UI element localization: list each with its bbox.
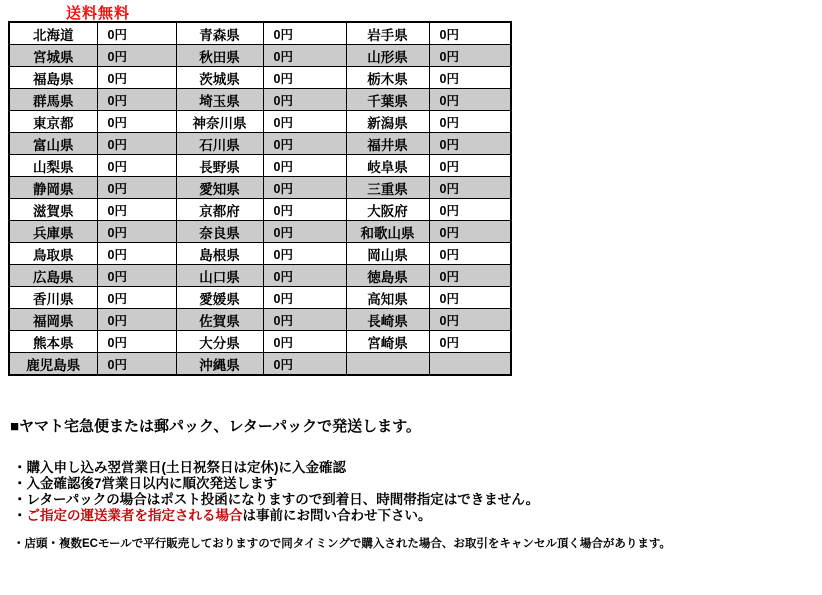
prefecture-cell: 福島県 bbox=[9, 67, 97, 89]
table-row bbox=[9, 243, 511, 265]
table-row bbox=[9, 199, 511, 221]
shipping-method-heading: ■ヤマト宅急便または郵パック、レターパックで発送します。 bbox=[10, 418, 421, 435]
fee-cell: 0円 bbox=[97, 67, 176, 89]
fee-cell: 0円 bbox=[429, 155, 511, 177]
note-text: ・購入申し込み翌営業日(土日祝祭日は定休)に入金確認 bbox=[13, 460, 346, 475]
prefecture-cell: 鹿児島県 bbox=[9, 353, 97, 376]
prefecture-cell: 佐賀県 bbox=[176, 309, 263, 331]
prefecture-cell: 京都府 bbox=[176, 199, 263, 221]
note-text: ・ bbox=[13, 508, 27, 523]
prefecture-cell: 山形県 bbox=[346, 45, 429, 67]
free-shipping-label: 送料無料 bbox=[66, 5, 131, 22]
note-line bbox=[13, 508, 539, 524]
fee-cell: 0円 bbox=[97, 265, 176, 287]
table-row bbox=[9, 111, 511, 133]
prefecture-cell bbox=[346, 353, 429, 376]
fee-cell: 0円 bbox=[429, 265, 511, 287]
note-text: ・入金確認後7営業日以内に順次発送します bbox=[13, 476, 278, 491]
note-highlight: ご指定の運送業者を指定される場合 bbox=[26, 508, 243, 523]
fee-cell: 0円 bbox=[263, 199, 346, 221]
table-row bbox=[9, 177, 511, 199]
fee-cell: 0円 bbox=[97, 111, 176, 133]
fee-cell: 0円 bbox=[97, 89, 176, 111]
table-row bbox=[9, 221, 511, 243]
note-line bbox=[13, 476, 539, 492]
prefecture-cell: 島根県 bbox=[176, 243, 263, 265]
prefecture-cell: 福岡県 bbox=[9, 309, 97, 331]
prefecture-cell: 山梨県 bbox=[9, 155, 97, 177]
table-row bbox=[9, 353, 511, 376]
fee-cell: 0円 bbox=[263, 89, 346, 111]
prefecture-cell: 北海道 bbox=[9, 22, 97, 45]
prefecture-cell: 長野県 bbox=[176, 155, 263, 177]
fee-cell bbox=[429, 353, 511, 376]
prefecture-cell: 宮城県 bbox=[9, 45, 97, 67]
prefecture-cell: 静岡県 bbox=[9, 177, 97, 199]
notes-list bbox=[13, 460, 539, 524]
fee-cell: 0円 bbox=[97, 243, 176, 265]
shipping-fee-table bbox=[8, 21, 512, 376]
fee-cell: 0円 bbox=[263, 133, 346, 155]
fee-cell: 0円 bbox=[97, 133, 176, 155]
prefecture-cell: 新潟県 bbox=[346, 111, 429, 133]
prefecture-cell: 岡山県 bbox=[346, 243, 429, 265]
prefecture-cell: 徳島県 bbox=[346, 265, 429, 287]
fee-cell: 0円 bbox=[263, 309, 346, 331]
fee-cell: 0円 bbox=[263, 331, 346, 353]
fee-cell: 0円 bbox=[263, 287, 346, 309]
fee-cell: 0円 bbox=[429, 199, 511, 221]
fee-cell: 0円 bbox=[263, 45, 346, 67]
prefecture-cell: 東京都 bbox=[9, 111, 97, 133]
fee-cell: 0円 bbox=[97, 155, 176, 177]
prefecture-cell: 群馬県 bbox=[9, 89, 97, 111]
prefecture-cell: 宮崎県 bbox=[346, 331, 429, 353]
fee-cell: 0円 bbox=[263, 243, 346, 265]
prefecture-cell: 青森県 bbox=[176, 22, 263, 45]
prefecture-cell: 栃木県 bbox=[346, 67, 429, 89]
table-row bbox=[9, 89, 511, 111]
fee-cell: 0円 bbox=[97, 45, 176, 67]
fee-cell: 0円 bbox=[429, 45, 511, 67]
fee-cell: 0円 bbox=[429, 67, 511, 89]
fee-cell: 0円 bbox=[429, 243, 511, 265]
fee-cell: 0円 bbox=[429, 177, 511, 199]
table-row bbox=[9, 331, 511, 353]
prefecture-cell: 富山県 bbox=[9, 133, 97, 155]
prefecture-cell: 福井県 bbox=[346, 133, 429, 155]
fee-cell: 0円 bbox=[263, 22, 346, 45]
fee-cell: 0円 bbox=[429, 331, 511, 353]
table-row bbox=[9, 67, 511, 89]
prefecture-cell: 兵庫県 bbox=[9, 221, 97, 243]
fee-cell: 0円 bbox=[263, 155, 346, 177]
fee-cell: 0円 bbox=[429, 287, 511, 309]
fee-cell: 0円 bbox=[97, 287, 176, 309]
fee-cell: 0円 bbox=[97, 199, 176, 221]
fee-cell: 0円 bbox=[429, 133, 511, 155]
prefecture-cell: 愛知県 bbox=[176, 177, 263, 199]
prefecture-cell: 鳥取県 bbox=[9, 243, 97, 265]
fee-cell: 0円 bbox=[97, 353, 176, 376]
fee-cell: 0円 bbox=[429, 111, 511, 133]
prefecture-cell: 秋田県 bbox=[176, 45, 263, 67]
fee-cell: 0円 bbox=[97, 331, 176, 353]
table-row bbox=[9, 133, 511, 155]
prefecture-cell: 神奈川県 bbox=[176, 111, 263, 133]
prefecture-cell: 沖縄県 bbox=[176, 353, 263, 376]
prefecture-cell: 熊本県 bbox=[9, 331, 97, 353]
table-row bbox=[9, 287, 511, 309]
fee-cell: 0円 bbox=[429, 309, 511, 331]
fee-cell: 0円 bbox=[263, 265, 346, 287]
fee-cell: 0円 bbox=[263, 67, 346, 89]
fee-cell: 0円 bbox=[429, 221, 511, 243]
prefecture-cell: 三重県 bbox=[346, 177, 429, 199]
note-line bbox=[13, 492, 539, 508]
prefecture-cell: 和歌山県 bbox=[346, 221, 429, 243]
table-row bbox=[9, 155, 511, 177]
prefecture-cell: 茨城県 bbox=[176, 67, 263, 89]
fee-cell: 0円 bbox=[429, 89, 511, 111]
note-text: ・レターパックの場合はポスト投函になりますので到着日、時間帯指定はできません。 bbox=[13, 492, 540, 507]
table-row bbox=[9, 265, 511, 287]
prefecture-cell: 岩手県 bbox=[346, 22, 429, 45]
prefecture-cell: 石川県 bbox=[176, 133, 263, 155]
fee-cell: 0円 bbox=[263, 353, 346, 376]
prefecture-cell: 高知県 bbox=[346, 287, 429, 309]
prefecture-cell: 香川県 bbox=[9, 287, 97, 309]
fee-cell: 0円 bbox=[263, 111, 346, 133]
fee-cell: 0円 bbox=[429, 22, 511, 45]
prefecture-cell: 山口県 bbox=[176, 265, 263, 287]
prefecture-cell: 愛媛県 bbox=[176, 287, 263, 309]
prefecture-cell: 滋賀県 bbox=[9, 199, 97, 221]
table-row bbox=[9, 45, 511, 67]
fee-cell: 0円 bbox=[263, 177, 346, 199]
fee-cell: 0円 bbox=[97, 221, 176, 243]
prefecture-cell: 埼玉県 bbox=[176, 89, 263, 111]
fee-cell: 0円 bbox=[263, 221, 346, 243]
table-row bbox=[9, 22, 511, 45]
fee-cell: 0円 bbox=[97, 22, 176, 45]
fee-cell: 0円 bbox=[97, 177, 176, 199]
table-row bbox=[9, 309, 511, 331]
shipping-fee-table-body bbox=[9, 22, 511, 375]
prefecture-cell: 千葉県 bbox=[346, 89, 429, 111]
prefecture-cell: 岐阜県 bbox=[346, 155, 429, 177]
prefecture-cell: 長崎県 bbox=[346, 309, 429, 331]
note-text: は事前にお問い合わせ下さい。 bbox=[242, 508, 432, 523]
prefecture-cell: 大阪府 bbox=[346, 199, 429, 221]
prefecture-cell: 大分県 bbox=[176, 331, 263, 353]
fee-cell: 0円 bbox=[97, 309, 176, 331]
parallel-sales-footnote: ・店頭・複数ECモールで平行販売しておりますので同タイミングで購入された場合、お取引をキャンセル頂く場合があります。 bbox=[13, 538, 671, 550]
prefecture-cell: 奈良県 bbox=[176, 221, 263, 243]
note-line bbox=[13, 460, 539, 476]
prefecture-cell: 広島県 bbox=[9, 265, 97, 287]
